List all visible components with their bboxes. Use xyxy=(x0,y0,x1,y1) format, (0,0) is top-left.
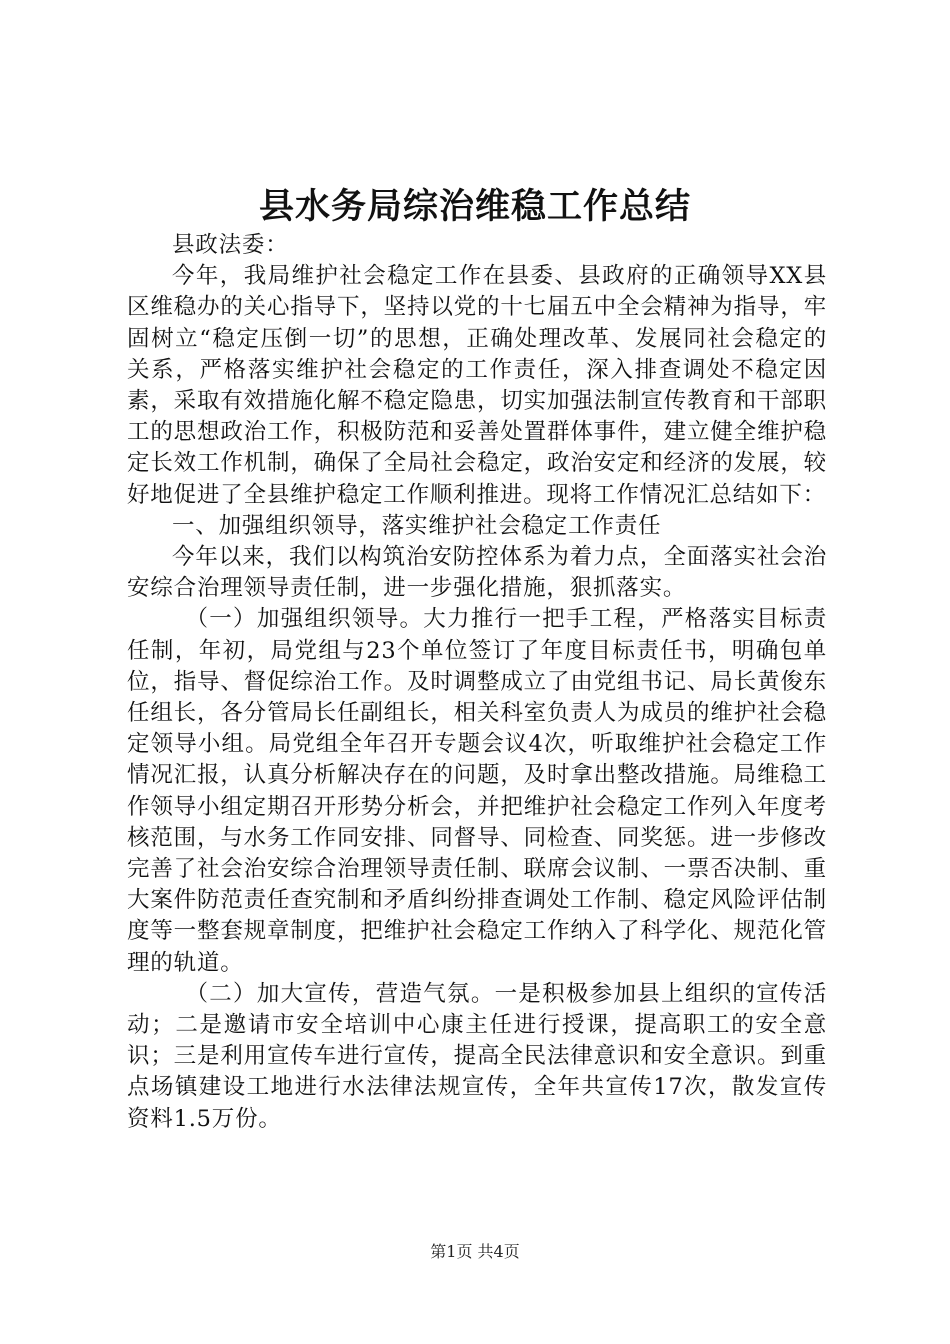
salutation: 县政法委： xyxy=(172,232,289,258)
document-body xyxy=(127,230,827,1135)
subsection-paragraph-1: （一）加强组织领导。大力推行一把手工程，严格落实目标责任制，年初，局党组与23个单位签订了年度目标责任书，明确包单位，指导、督促综治工作。及时调整成立了由党组书记、局长黄俊东任组长，各分管局长任副组长，相关科室负责人为成员的维护社会稳定领导小组。局党组全年召开专题会议4次，听取维护社会稳定工作情况汇报，认真分析解决存在的问题，及时拿出整改措施。局维稳工作领导小组定期召开形势分析会，并把维护社会稳定工作列入年度考核范围，与水务工作同安排、同督导、同检查、同奖惩。进一步修改完善了社会治安综合治理领导责任制、联席会议制、一票否决制、重大案件防范责任查究制和矛盾纠纷排查调处工作制、稳定风险评估制度等一整套规章制度，把维护社会稳定工作纳入了科学化、规范化管理的轨道。 xyxy=(127,606,827,976)
section-intro-paragraph: 今年以来，我们以构筑治安防控体系为着力点，全面落实社会治安综合治理领导责任制，进一步强化措施，狠抓落实。 xyxy=(127,544,827,602)
subsection-paragraph-2: （二）加大宣传，营造气氛。一是积极参加县上组织的宣传活动；二是邀请市安全培训中心康主任进行授课，提高职工的安全意识；三是利用宣传车进行宣传，提高全民法律意识和安全意识。到重点场镇建设工地进行水法律法规宣传，全年共宣传17次，散发宣传资料1.5万份。 xyxy=(127,980,827,1132)
page-number-footer: 第1页 共4页 xyxy=(430,1242,520,1261)
intro-paragraph: 今年，我局维护社会稳定工作在县委、县政府的正确领导XX县区维稳办的关心指导下，坚持以党的十七届五中全会精神为指导，牢固树立“稳定压倒一切”的思想，正确处理改革、发展同社会稳定的关系，严格落实维护社会稳定的工作责任，深入排查调处不稳定因素，采取有效措施化解不稳定隐患，切实加强法制宣传教育和干部职工的思想政治工作，积极防范和妥善处置群体事件，建立健全维护稳定长效工作机制，确保了全局社会稳定，政治安定和经济的发展，较好地促进了全县维护稳定工作顺利推进。现将工作情况汇总结如下： xyxy=(127,263,827,508)
document-title: 县水务局综治维稳工作总结 xyxy=(258,186,691,227)
section-heading: 一、加强组织领导，落实维护社会稳定工作责任 xyxy=(172,512,662,539)
